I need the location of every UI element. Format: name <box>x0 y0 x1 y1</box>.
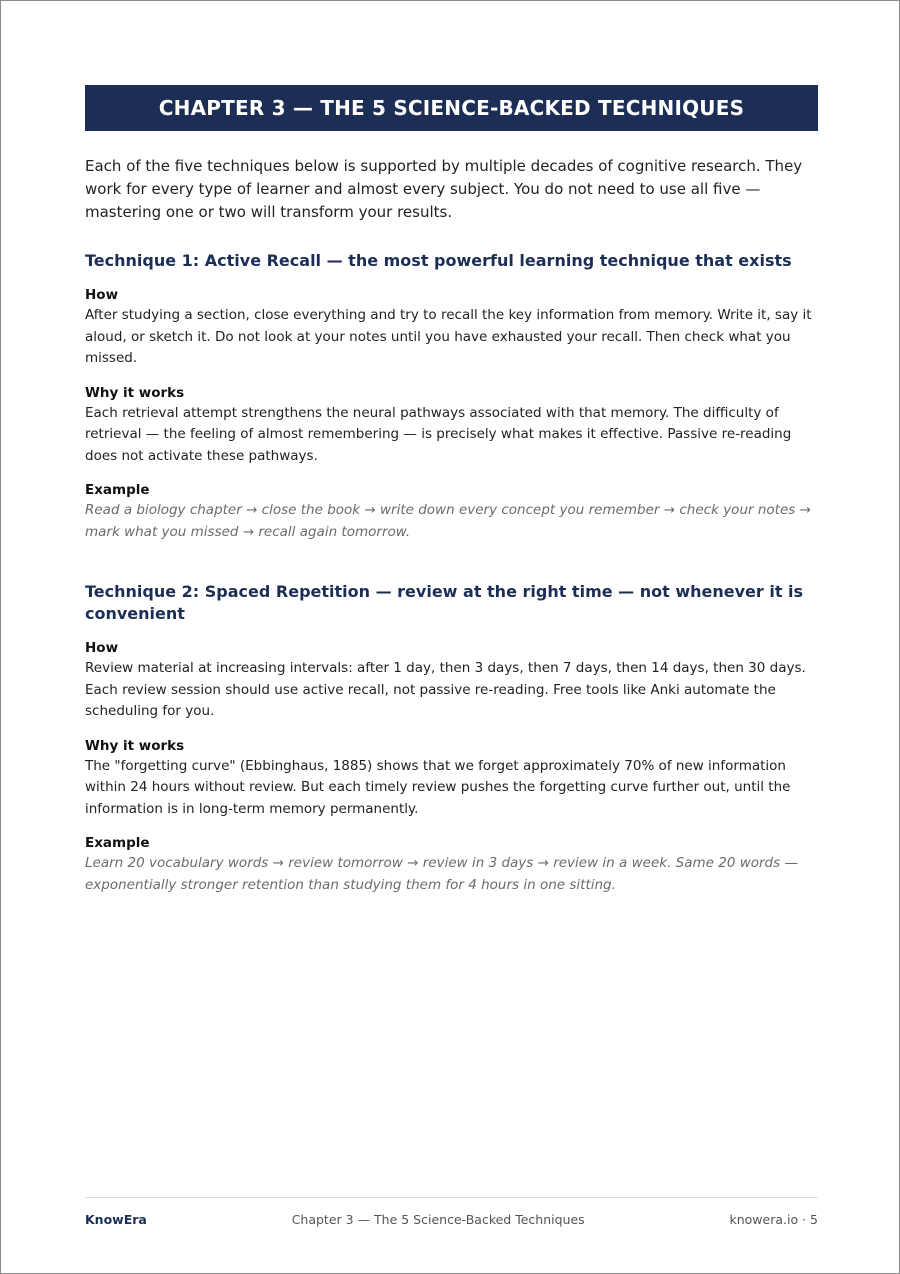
why-text: The "forgetting curve" (Ebbinghaus, 1885) shows that we forget approximately 70% of new information within 24 hours without review. But each timely review pushes the forgetting curve further out, until the information is in long-term memory permanently. <box>85 757 791 817</box>
how-text: Review material at increasing intervals: after 1 day, then 3 days, then 7 days, then 14 days, then 30 days. Each review session should use active recall, not passive re-reading. Free tools like Anki automate the scheduling for you. <box>85 660 806 719</box>
example-section <box>85 834 818 896</box>
how-label: How <box>85 287 119 303</box>
example-text: Learn 20 vocabulary words → review tomorrow → review in 3 days → review in a week. Same 20 words — exponentially stronger retention than studying them for 4 hours in one sitting. <box>85 855 798 893</box>
technique-title: Technique 2: Spaced Repetition — review at the right time — not whenever it is convenient <box>85 582 804 623</box>
how-text: After studying a section, close everything and try to recall the key information from memory. Write it, say it aloud, or sketch it. Do not look at your notes until you have exhausted your recall. Then check what you missed. <box>85 307 812 366</box>
why-label: Why it works <box>85 384 185 401</box>
why-section <box>85 737 818 821</box>
footer-page-number: knowera.io · 5 <box>729 1212 818 1227</box>
chapter-title: CHAPTER 3 — THE 5 SCIENCE-BACKED TECHNIQUES <box>158 96 745 120</box>
footer-brand: KnowEra <box>85 1212 147 1227</box>
footer-chapter: Chapter 3 — The 5 Science-Backed Techniques <box>291 1212 585 1227</box>
how-section <box>85 286 818 370</box>
example-label: Example <box>85 835 150 851</box>
page-content <box>85 85 818 896</box>
technique-title: Technique 1: Active Recall — the most powerful learning technique that exists <box>85 251 792 270</box>
technique-1 <box>85 250 818 543</box>
example-label: Example <box>85 482 150 498</box>
intro-paragraph: Each of the five techniques below is supported by multiple decades of cognitive research. They work for every type of learner and almost every subject. You do not need to use all five — mastering one or two will transform your results. <box>85 157 803 221</box>
example-text: Read a biology chapter → close the book → write down every concept you remember → check your notes → mark what you missed → recall again tomorrow. <box>85 502 811 540</box>
chapter-banner <box>85 85 818 131</box>
page-footer <box>85 1197 818 1227</box>
why-text: Each retrieval attempt strengthens the neural pathways associated with that memory. The difficulty of retrieval — the feeling of almost remembering — is precisely what makes it effective. Passive re-reading does not activate these pathways. <box>85 404 792 464</box>
how-section <box>85 639 818 723</box>
technique-2 <box>85 581 818 896</box>
why-label: Why it works <box>85 737 185 754</box>
how-label: How <box>85 640 119 656</box>
example-section <box>85 481 818 543</box>
why-section <box>85 384 818 468</box>
